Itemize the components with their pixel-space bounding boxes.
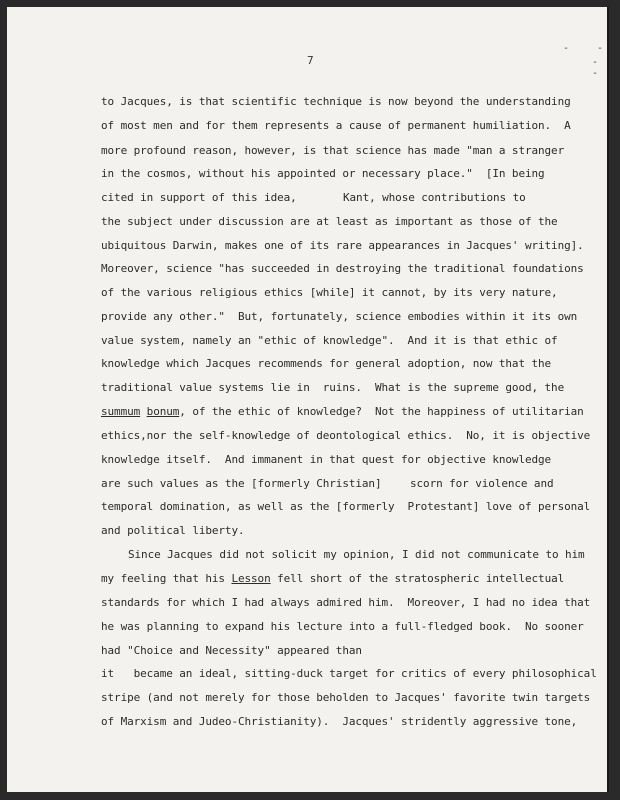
text-line [101, 405, 584, 418]
text-line: standards for which I had always admired him. Moreover, I had no idea that [101, 596, 591, 609]
text-line: temporal domination, as well as the [formerly Protestant] love of personal [101, 500, 591, 513]
text-line: of the various religious ethics [while] it cannot, by its very nature, [101, 286, 558, 299]
text-line: value system, namely an "ethic of knowledge". And it is that ethic of [101, 334, 558, 347]
text-line: my feeling that his Lesson fell short of the stratospheric intellectual [101, 572, 565, 585]
underlined-term: summum [101, 405, 141, 418]
underlined-title: Lesson [231, 572, 271, 585]
underlined-term: bonum [146, 405, 180, 418]
text-line: Moreover, science "has succeeded in destroying the traditional foundations [101, 262, 584, 275]
text-line: he was planning to expand his lecture into a full-fledged book. No sooner [101, 620, 584, 633]
text-line: Kant, whose contributions to [343, 191, 526, 204]
text-line: had "Choice and Necessity" appeared than [101, 644, 362, 657]
text-line: of most men and for them represents a cause of permanent humiliation. A [101, 119, 571, 132]
text-line: knowledge which Jacques recommends for general adoption, now that the [101, 357, 552, 370]
text-line: more profound reason, however, is that science has made "man a stranger [101, 144, 565, 157]
text-line: the subject under discussion are at least as important as those of the [101, 215, 558, 228]
text-line: Since Jacques did not solicit my opinion, I did not communicate to him [128, 548, 585, 561]
text-line: to Jacques, is that scientific technique is now beyond the understanding [101, 95, 571, 108]
text-line: of Marxism and Judeo-Christianity). Jacques' stridently aggressive tone, [101, 715, 578, 728]
text-line-rest: , of the ethic of knowledge? Not the happiness of utilitarian [179, 405, 584, 418]
text-line: in the cosmos, without his appointed or necessary place." [In being [101, 167, 545, 180]
margin-mark: - [597, 43, 604, 54]
text-line: it became an ideal, sitting-duck target for critics of every philosophical [101, 667, 597, 680]
text-line: ethics,nor the self-knowledge of deontological ethics. No, it is objective [101, 429, 591, 442]
text-line: cited in support of this idea, [101, 191, 297, 204]
text-line: traditional value systems lie in ruins. What is the supreme good, the [101, 381, 565, 394]
text-line: ubiquitous Darwin, makes one of its rare appearances in Jacques' writing]. [101, 239, 584, 252]
margin-mark: - [563, 43, 570, 54]
margin-mark: - - [592, 57, 599, 79]
text-line: knowledge itself. And immanent in that quest for objective knowledge [101, 453, 552, 466]
text-line: stripe (and not merely for those beholden to Jacques' favorite twin targets [101, 691, 591, 704]
text-line: scorn for violence and [410, 477, 554, 490]
document-page [7, 7, 609, 792]
text-line: provide any other." But, fortunately, science embodies within it its own [101, 310, 578, 323]
text-line: are such values as the [formerly Christian] [101, 477, 382, 490]
text-line: and political liberty. [101, 524, 245, 537]
page-number: 7 [307, 54, 314, 67]
